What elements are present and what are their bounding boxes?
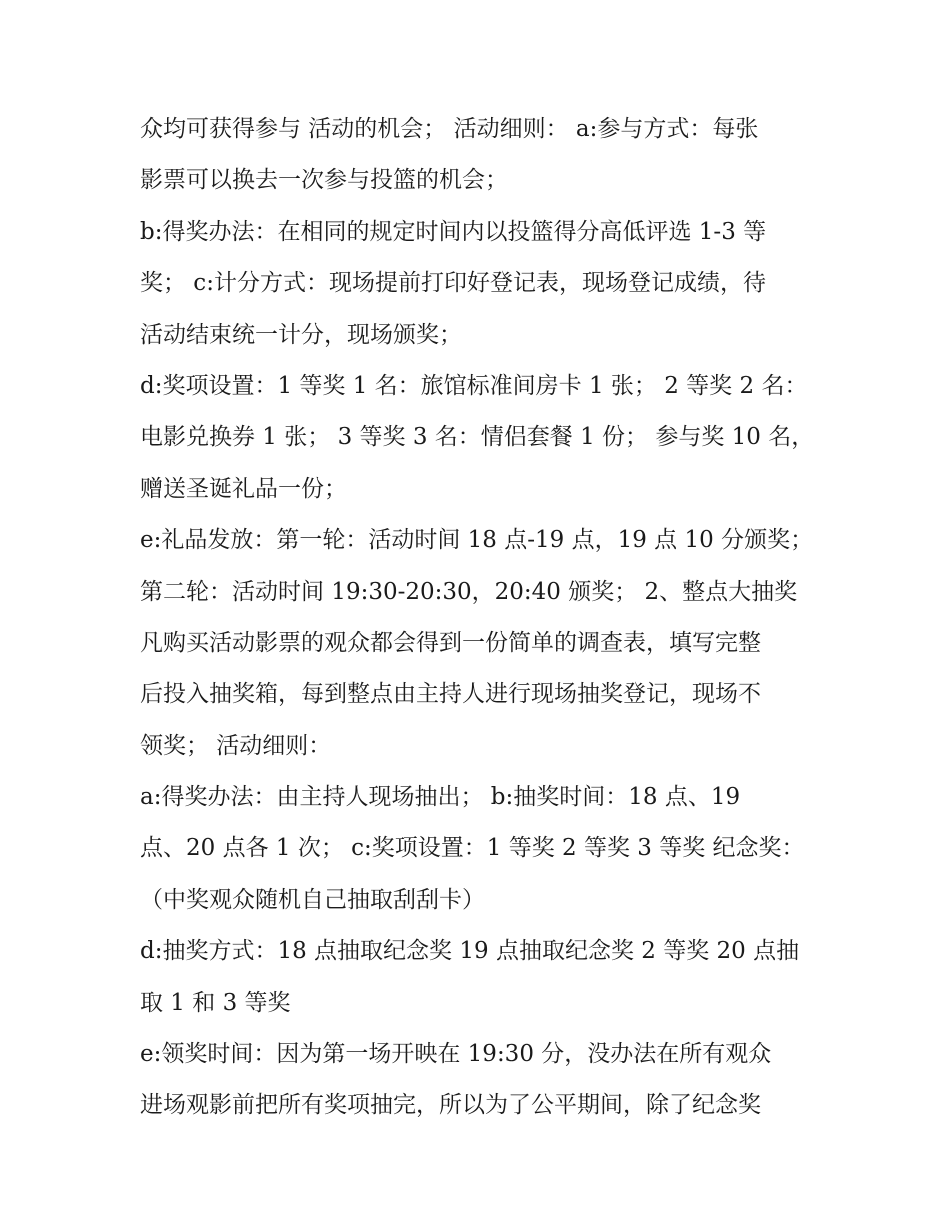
text-line: 电影兑换券 1 张； 3 等奖 3 名：情侣套餐 1 份； 参与奖 10 名，: [140, 424, 815, 451]
text-line: 取 1 和 3 等奖: [140, 989, 291, 1016]
text-line: d:抽奖方式：18 点抽取纪念奖 19 点抽取纪念奖 2 等奖 20 点抽: [140, 938, 800, 965]
text-line: 后投入抽奖箱，每到整点由主持人进行现场抽奖登记，现场不: [140, 681, 761, 708]
text-line: 奖； c:计分方式：现场提前打印好登记表，现场登记成绩，待: [140, 270, 766, 297]
text-line: 众均可获得参与 活动的机会； 活动细则： a:参与方式：每张: [140, 116, 759, 142]
text-line: d:奖项设置：1 等奖 1 名：旅馆标准间房卡 1 张； 2 等奖 2 名：: [140, 372, 808, 399]
text-line: e:礼品发放：第一轮：活动时间 18 点-19 点，19 点 10 分颁奖；: [140, 527, 814, 554]
text-line: 凡购买活动影票的观众都会得到一份简单的调查表，填写完整: [140, 629, 761, 656]
text-line: e:领奖时间：因为第一场开映在 19:30 分，没办法在所有观众: [140, 1041, 772, 1068]
text-line: 第二轮：活动时间 19:30-20:30，20:40 颁奖； 2、整点大抽奖: [140, 578, 798, 605]
text-line: （中奖观众随机自己抽取刮刮卡）: [140, 886, 485, 913]
text-line: 赠送圣诞礼品一份；: [140, 475, 347, 502]
text-line: b:得奖办法：在相同的规定时间内以投篮得分高低评选 1-3 等: [140, 218, 767, 245]
text-line: 进场观影前把所有奖项抽完，所以为了公平期间，除了纪念奖: [140, 1092, 761, 1119]
text-line: 活动结束统一计分，现场颁奖；: [140, 321, 462, 348]
body-text: [140, 104, 830, 1132]
text-line: 影票可以换去一次参与投篮的机会；: [140, 167, 508, 194]
text-line: 点、20 点各 1 次； c:奖项设置：1 等奖 2 等奖 3 等奖 纪念奖：: [140, 835, 805, 862]
text-line: 领奖； 活动细则：: [140, 732, 332, 759]
text-line: a:得奖办法：由主持人现场抽出； b:抽奖时间：18 点、19: [140, 784, 741, 811]
